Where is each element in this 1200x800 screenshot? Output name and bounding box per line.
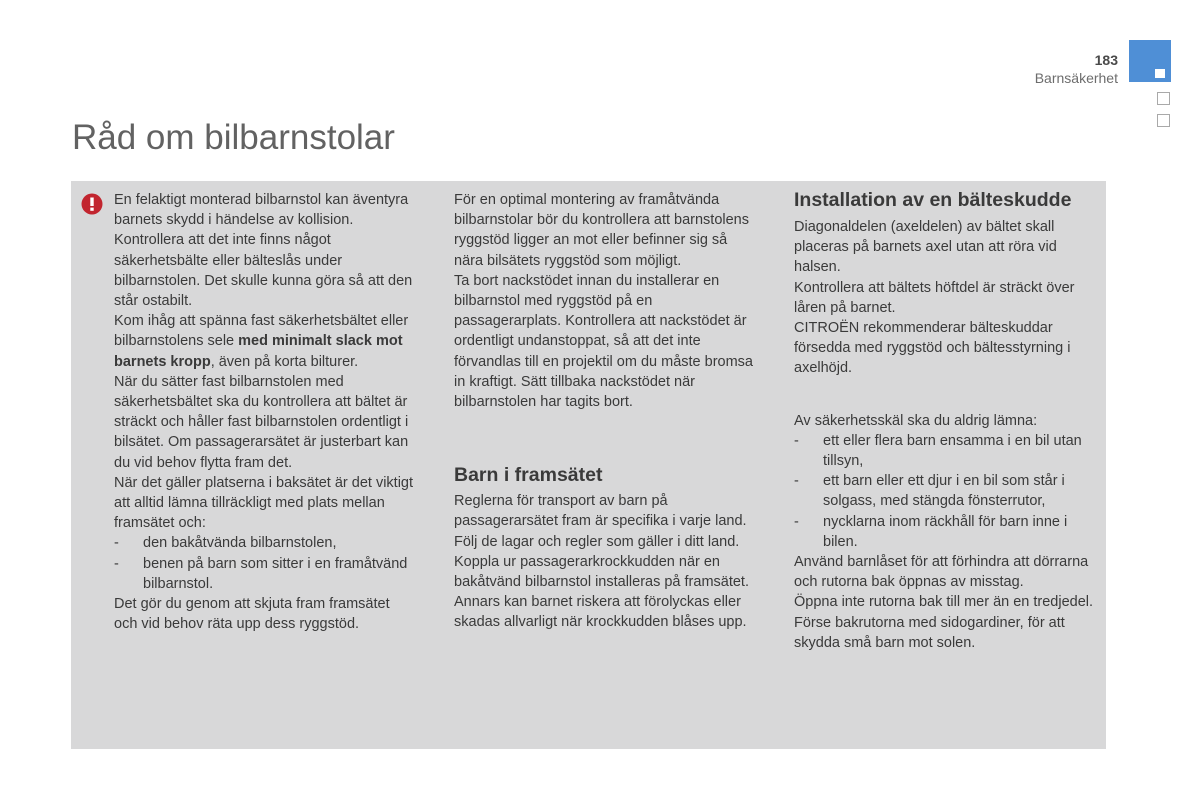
paragraph: Reglerna för transport av barn på passagerarsätet fram är specifika i varje land. (454, 493, 747, 530)
spacer (794, 379, 1099, 411)
list-item: - ett eller flera barn ensamma i en bil utan tillsyn, (794, 432, 1082, 470)
list-item-text: den bakåtvända bilbarnstolen, (143, 535, 337, 552)
paragraph: Följ de lagar och regler som gäller i ditt land. (454, 533, 740, 550)
paragraph: Kontrollera att det inte finns något säkerhetsbälte eller bälteslås under bilbarnstolen. Det skulle kunna göra så att den står ostabilt. (114, 232, 413, 310)
middle-column (454, 190, 759, 633)
paragraph (114, 311, 414, 372)
paragraph: Förse bakrutorna med sidogardiner, för att skydda små barn mot solen. (794, 614, 1065, 651)
list-item: - benen på barn som sitter i en framåtvänd bilbarnstol. (114, 555, 408, 592)
page-number: 183 (1094, 52, 1118, 68)
list-item: - nycklarna inom räckhåll för barn inne i bilen. (794, 513, 1068, 550)
section-name: Barnsäkerhet (1034, 70, 1118, 86)
exclamation-warning-icon (81, 193, 103, 215)
chapter-tab-active (1129, 40, 1171, 82)
paragraph: När du sätter fast bilbarnstolen med säkerhetsbältet ska du kontrollera att bältet är sträckt och håller fast bilbarnstolen ordentligt i bilsätet. Om passagerarsätet är justerbart kan du vid behov flytta fram det. (114, 373, 409, 471)
right-column (794, 188, 1099, 653)
list-item-text: ett eller flera barn ensamma i en bil utan tillsyn, (823, 432, 1082, 470)
tab-marker (1155, 69, 1165, 78)
paragraph: Ta bort nackstödet innan du installerar en bilbarnstol med ryggstöd på en passagerarplats. Kontrollera att nackstödet är ordentligt undanstoppat, så att det inte förvandlas till en projektil om du måste bromsa in kraftigt. Sätt tillbaka nackstödet när bilbarnstolen har tagits bort. (454, 272, 753, 411)
paragraph: CITROËN rekommenderar bälteskuddar försedda med ryggstöd och bältesstyrning i axelhöjd. (794, 320, 1071, 377)
page-title: Råd om bilbarnstolar (72, 118, 395, 157)
chapter-tab-square (1157, 92, 1170, 105)
emphasis-text: med minimalt slack mot barnets kropp (114, 333, 403, 370)
paragraph: Koppla ur passagerarkrockkudden när en bakåtvänd bilbarnstol installeras på framsätet. Annars kan barnet riskera att förolyckas eller skadas allvarligt när krockkudden blåses upp. (454, 553, 749, 631)
section-heading: Installation av en bälteskudde (794, 189, 1072, 211)
warning-column (114, 190, 414, 634)
paragraph: Öppna inte rutorna bak till mer än en tredjedel. (794, 594, 1094, 611)
paragraph: För en optimal montering av framåtvända bilbarnstolar bör du kontrollera att barnstolens ryggstöd ligger an mot eller befinner sig så nära bilsätets ryggstöd som möjligt. (454, 192, 749, 269)
text: , även på korta bilturer. (210, 353, 359, 370)
paragraph: När det gäller platserna i baksätet är det viktigt att alltid lämna tillräckligt med plats mellan framsätet och: (114, 474, 414, 532)
paragraph: En felaktigt monterad bilbarnstol kan äventyra barnets skydd i händelse av kollision. (114, 192, 409, 229)
paragraph: Diagonaldelen (axeldelen) av bältet skall placeras på barnets axel utan att röra vid halsen. (794, 219, 1057, 276)
chapter-tab-square (1157, 114, 1170, 127)
list-item: - den bakåtvända bilbarnstolen, (114, 535, 337, 552)
list-item-text: nycklarna inom räckhåll för barn inne i bilen. (823, 513, 1068, 550)
paragraph: Av säkerhetsskäl ska du aldrig lämna: (794, 412, 1038, 429)
paragraph: Använd barnlåset för att förhindra att dörrarna och rutorna bak öppnas av misstag. (794, 554, 1089, 591)
section-heading: Barn i framsätet (454, 464, 603, 487)
list-item: - ett barn eller ett djur i en bil som står i solgass, med stängda fönsterrutor, (794, 473, 1065, 510)
list-item-text: ett barn eller ett djur i en bil som står i solgass, med stängda fönsterrutor, (823, 473, 1065, 510)
list-item-text: benen på barn som sitter i en framåtvänd bilbarnstol. (143, 555, 408, 592)
paragraph: Kontrollera att bältets höftdel är sträckt över låren på barnet. (794, 279, 1075, 316)
paragraph: Det gör du genom att skjuta fram framsätet och vid behov räta upp dess ryggstöd. (114, 596, 390, 633)
text: Kom ihåg att spänna fast säkerhetsbältet eller bilbarnstolens sele (114, 313, 409, 350)
